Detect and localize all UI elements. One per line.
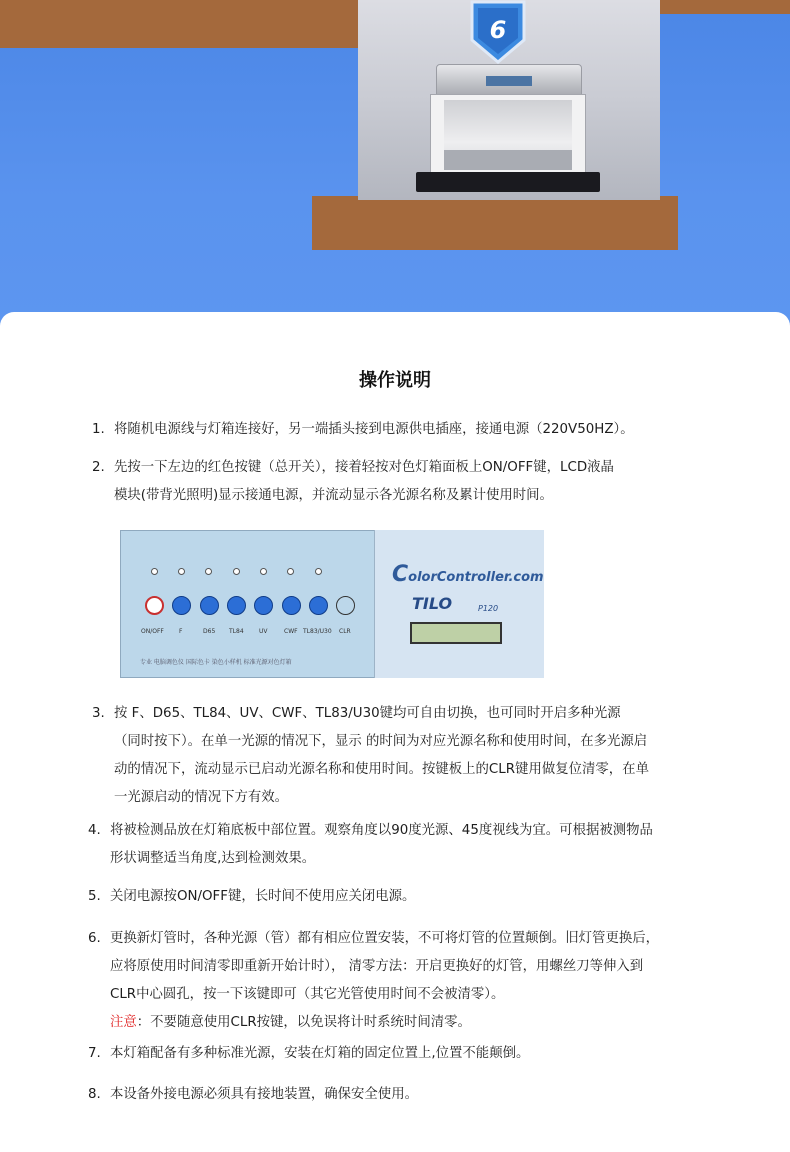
step-badge-icon [468,0,528,64]
instruction-item-5 [88,883,415,911]
panel-product-name: TILO [412,594,453,613]
control-panel-brand-area [374,530,544,678]
item-number: 2. [92,460,105,475]
instruction-item-2 [92,454,614,510]
instruction-item-4 [88,817,653,873]
panel-lcd-screen [410,622,502,644]
item-number: 4. [88,823,101,838]
instruction-item-1 [92,416,634,444]
item-number: 5. [88,889,101,904]
panel-model: P120 [478,604,499,613]
panel-label: UV [259,628,268,635]
instruction-item-6 [88,925,659,1037]
step-badge-number: 6 [489,16,507,44]
power-button-icon [145,596,164,615]
indicator-light [151,568,158,575]
item-line: （同时按下）。在单一光源的情况下，显示 的时间为对应光源名称和使用时间，在多光源启 [114,734,648,749]
indicator-light [287,568,294,575]
light-button-cwf [282,596,301,615]
item-number: 7. [88,1046,101,1061]
item-line: 本设备外接电源必须具有接地装置，确保安全使用。 [110,1087,418,1102]
item-line: 本灯箱配备有多种标准光源，安装在灯箱的固定位置上,位置不能颠倒。 [110,1046,530,1061]
item-number: 6. [88,931,101,946]
indicator-light [260,568,267,575]
light-button-uv [254,596,273,615]
item-number: 1. [92,422,105,437]
item-line: 关闭电源按ON/OFF键，长时间不使用应关闭电源。 [110,889,416,904]
instruction-item-3 [92,700,649,812]
page-title: 操作说明 [359,370,431,391]
note-text: ：不要随意使用CLR按键，以免误将计时系统时间清零。 [136,1015,471,1030]
item-line: 更换新灯管时，各种光源（管）都有相应位置安装，不可将灯管的位置颠倒。旧灯管更换后， [110,931,660,946]
light-button-tl83 [309,596,328,615]
item-line: 模块(带背光照明)显示接通电源，并流动显示各光源名称及累计使用时间。 [114,488,553,503]
indicator-light [315,568,322,575]
hero-brown-band-right [660,0,790,14]
panel-label: CWF [284,628,298,635]
light-button-d65 [200,596,219,615]
panel-label: ON/OFF [141,628,164,635]
hero-brown-band-bottom [312,196,678,250]
light-button-clr [336,596,355,615]
cabinet-floor [444,150,572,170]
panel-label: TL83/U30 [303,628,332,635]
item-line: 将随机电源线与灯箱连接好，另一端插头接到电源供电插座，接通电源（220V50HZ）。 [114,422,634,437]
cabinet-base-tray [416,172,600,192]
hero-brown-band-left [0,0,360,48]
note-label: 注意 [110,1015,137,1030]
item-line: 按 F、D65、TL84、UV、CWF、TL83/U30键均可自由切换，也可同时开启多种光源 [114,706,621,721]
item-line: 形状调整适当角度,达到检测效果。 [110,851,316,866]
indicator-light [205,568,212,575]
item-number: 3. [92,706,105,721]
light-button-tl84 [227,596,246,615]
instruction-item-7 [88,1040,529,1068]
panel-label: CLR [339,628,351,635]
panel-label: D65 [203,628,216,635]
indicator-light [178,568,185,575]
item-number: 8. [88,1087,101,1102]
item-line: 动的情况下，流动显示已启动光源名称和使用时间。按键板上的CLR键用做复位清零，在单 [114,762,649,777]
item-line: 将被检测品放在灯箱底板中部位置。观察角度以90度光源、45度视线为宜。可根据被测物品 [110,823,653,838]
light-button-f [172,596,191,615]
cabinet-lcd [486,76,532,86]
item-line: 一光源启动的情况下方有效。 [114,790,289,805]
panel-footer-text: 专业 电脑调色仪 国际色卡 染色小样机 标准光源对色灯箱 [140,659,292,666]
panel-brand: ColorController.com [392,562,544,587]
panel-label: TL84 [229,628,244,635]
indicator-light [233,568,240,575]
item-line: 先按一下左边的红色按键（总开关），接着轻按对色灯箱面板上ON/OFF键，LCD液晶 [114,460,614,475]
instruction-item-8 [88,1081,418,1109]
panel-label: F [179,628,183,635]
item-line: 应将原使用时间清零即重新开始计时）， 清零方法：开启更换好的灯管，用螺丝刀等伸入到 [110,959,644,974]
item-line: CLR中心圆孔，按一下该键即可（其它光管使用时间不会被清零）。 [110,987,505,1002]
